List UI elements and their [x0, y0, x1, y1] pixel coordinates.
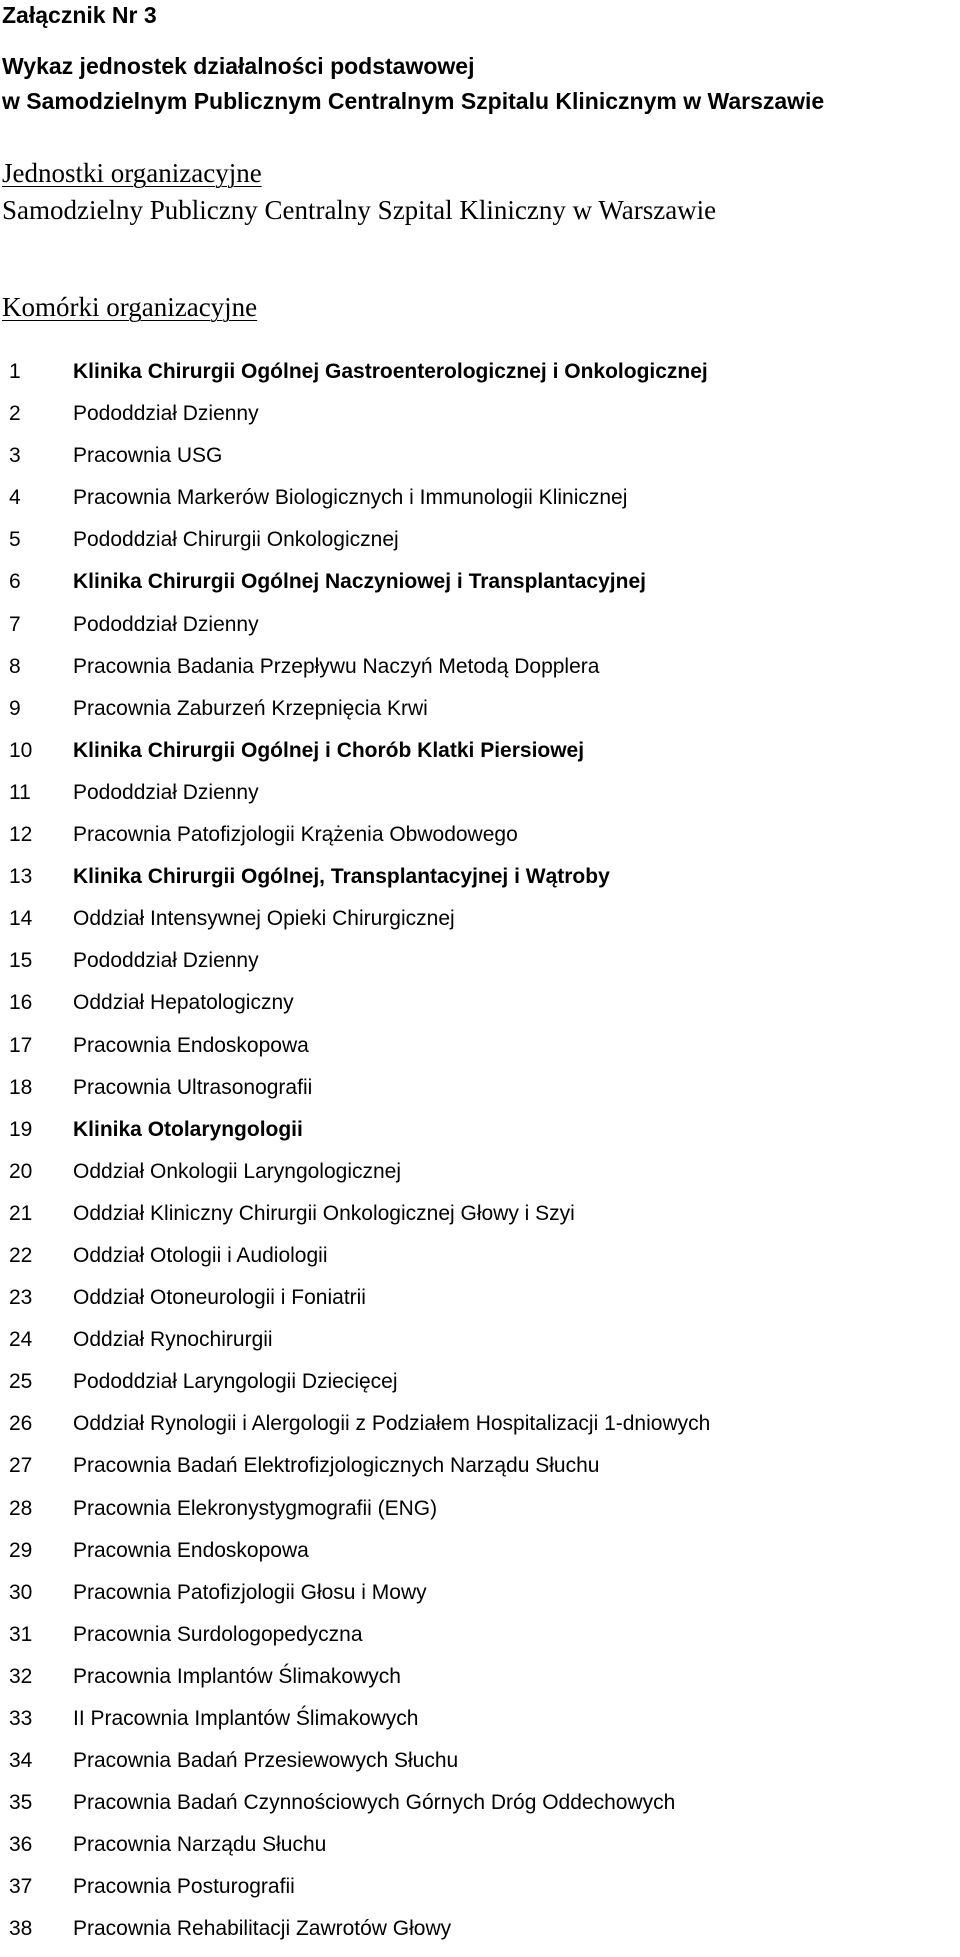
- unit-number: 10: [9, 738, 33, 762]
- unit-row: [0, 1073, 960, 1115]
- unit-name: Pracownia Badań Czynnościowych Górnych Dróg Oddechowych: [73, 1791, 676, 1815]
- unit-name: Oddział Onkologii Laryngologicznej: [73, 1159, 402, 1183]
- unit-name: Oddział Rynologii i Alergologii z Podziałem Hospitalizacji 1-dniowych: [73, 1412, 711, 1436]
- unit-name: Pracownia Zaburzeń Krzepnięcia Krwi: [73, 696, 428, 720]
- unit-row: [0, 1662, 960, 1704]
- unit-row: [0, 1283, 960, 1325]
- unit-name: Oddział Otoneurologii i Foniatrii: [73, 1286, 366, 1310]
- unit-number: 28: [9, 1496, 33, 1520]
- unit-number: 16: [9, 991, 33, 1015]
- unit-row: [0, 652, 960, 694]
- unit-row: [0, 1914, 960, 1956]
- unit-row: [0, 820, 960, 862]
- unit-name: Pracownia Elekronystygmografii (ENG): [73, 1496, 438, 1520]
- unit-row: [0, 1115, 960, 1157]
- unit-row: [0, 1241, 960, 1283]
- unit-row: [0, 1872, 960, 1914]
- unit-row: [0, 1830, 960, 1872]
- unit-name: Pracownia Surdologopedyczna: [73, 1622, 363, 1646]
- unit-row: [0, 946, 960, 988]
- unit-row: [0, 1409, 960, 1451]
- unit-name: Pracownia Rehabilitacji Zawrotów Głowy: [73, 1917, 452, 1941]
- unit-name: Pracownia Patofizjologii Krążenia Obwodowego: [73, 823, 518, 847]
- unit-row: [0, 399, 960, 441]
- unit-number: 8: [9, 654, 21, 678]
- unit-row: [0, 1031, 960, 1073]
- unit-row: [0, 610, 960, 652]
- unit-number: 30: [9, 1580, 33, 1604]
- unit-name: II Pracownia Implantów Ślimakowych: [73, 1707, 419, 1730]
- unit-row: [0, 1157, 960, 1199]
- unit-name: Klinika Chirurgii Ogólnej i Chorób Klatki Piersiowej: [73, 738, 585, 762]
- unit-name: Oddział Kliniczny Chirurgii Onkologicznej Głowy i Szyi: [73, 1201, 575, 1225]
- unit-number: 22: [9, 1243, 33, 1267]
- unit-number: 21: [9, 1201, 33, 1225]
- unit-name: Pododdział Chirurgii Onkologicznej: [73, 528, 399, 552]
- unit-number: 23: [9, 1286, 33, 1310]
- unit-row: [0, 1325, 960, 1367]
- unit-number: 15: [9, 949, 33, 973]
- document-title-line-1: Wykaz jednostek działalności podstawowej: [2, 53, 475, 79]
- unit-number: 35: [9, 1791, 33, 1815]
- unit-name: Oddział Intensywnej Opieki Chirurgicznej: [73, 907, 455, 931]
- unit-row: [0, 567, 960, 609]
- unit-name: Pracownia Endoskopowa: [73, 1538, 309, 1562]
- unit-name: Pracownia Endoskopowa: [73, 1033, 309, 1057]
- unit-row: [0, 1451, 960, 1493]
- unit-name: Pracownia Narządu Słuchu: [73, 1833, 327, 1857]
- unit-row: [0, 694, 960, 736]
- unit-number: 24: [9, 1328, 33, 1352]
- unit-name: Klinika Chirurgii Ogólnej Gastroenterologicznej i Onkologicznej: [73, 360, 708, 383]
- unit-name: Oddział Rynochirurgii: [73, 1328, 273, 1352]
- unit-name: Klinika Otolaryngologii: [73, 1117, 303, 1141]
- unit-name: Pracownia USG: [73, 444, 223, 468]
- unit-number: 26: [9, 1412, 33, 1436]
- unit-row: [0, 1494, 960, 1536]
- unit-row: [0, 483, 960, 525]
- unit-number: 32: [9, 1664, 33, 1688]
- unit-number: 11: [9, 780, 31, 804]
- unit-row: [0, 862, 960, 904]
- units-list: [0, 357, 960, 1957]
- unit-name: Oddział Otologii i Audiologii: [73, 1243, 328, 1267]
- unit-row: [0, 904, 960, 946]
- unit-row: [0, 1578, 960, 1620]
- unit-number: 29: [9, 1538, 33, 1562]
- unit-number: 6: [9, 570, 21, 594]
- unit-number: 25: [9, 1370, 33, 1394]
- unit-number: 9: [9, 696, 21, 720]
- unit-name: Klinika Chirurgii Ogólnej Naczyniowej i Transplantacyjnej: [73, 570, 646, 594]
- hospital-name: Samodzielny Publiczny Centralny Szpital Kliniczny w Warszawie: [2, 195, 717, 225]
- unit-number: 17: [9, 1033, 33, 1057]
- unit-number: 37: [9, 1875, 33, 1899]
- unit-number: 5: [9, 528, 21, 552]
- org-cells-heading: Komórki organizacyjne: [2, 292, 258, 322]
- unit-name: Pracownia Ultrasonografii: [73, 1075, 313, 1099]
- unit-name: Pododdział Dzienny: [73, 949, 259, 973]
- unit-row: [0, 1367, 960, 1409]
- unit-name: Pododdział Dzienny: [73, 780, 259, 804]
- unit-row: [0, 736, 960, 778]
- unit-name: Pracownia Badań Przesiewowych Słuchu: [73, 1749, 459, 1773]
- unit-name: Pracownia Badań Elektrofizjologicznych Narządu Słuchu: [73, 1454, 600, 1478]
- unit-number: 31: [9, 1622, 33, 1646]
- unit-name: Pododdział Dzienny: [73, 402, 259, 426]
- annex-label: Załącznik Nr 3: [2, 2, 157, 28]
- unit-row: [0, 1536, 960, 1578]
- unit-number: 4: [9, 486, 21, 510]
- org-units-heading: Jednostki organizacyjne: [2, 158, 262, 188]
- unit-number: 1: [9, 360, 21, 383]
- unit-row: [0, 988, 960, 1030]
- unit-number: 14: [9, 907, 33, 931]
- unit-row: [0, 357, 960, 399]
- unit-row: [0, 441, 960, 483]
- unit-number: 36: [9, 1833, 33, 1857]
- unit-number: 2: [9, 402, 21, 426]
- unit-number: 33: [9, 1707, 33, 1730]
- unit-name: Pododdział Laryngologii Dziecięcej: [73, 1370, 398, 1394]
- unit-name: Pracownia Patofizjologii Głosu i Mowy: [73, 1580, 427, 1604]
- unit-row: [0, 1788, 960, 1830]
- unit-row: [0, 1199, 960, 1241]
- unit-number: 34: [9, 1749, 33, 1773]
- unit-row: [0, 1746, 960, 1788]
- unit-number: 27: [9, 1454, 33, 1478]
- unit-name: Pracownia Badania Przepływu Naczyń Metodą Dopplera: [73, 654, 600, 678]
- document-title-line-2: w Samodzielnym Publicznym Centralnym Szpitalu Klinicznym w Warszawie: [2, 88, 825, 114]
- unit-name: Klinika Chirurgii Ogólnej, Transplantacyjnej i Wątroby: [73, 865, 610, 889]
- unit-number: 13: [9, 865, 33, 889]
- unit-name: Pracownia Markerów Biologicznych i Immunologii Klinicznej: [73, 486, 628, 510]
- unit-row: [0, 1620, 960, 1662]
- unit-row: [0, 525, 960, 567]
- unit-number: 38: [9, 1917, 33, 1941]
- unit-number: 3: [9, 444, 21, 468]
- unit-name: Pododdział Dzienny: [73, 612, 259, 636]
- unit-name: Pracownia Posturografii: [73, 1875, 295, 1899]
- unit-name: Pracownia Implantów Ślimakowych: [73, 1664, 401, 1688]
- unit-number: 7: [9, 612, 21, 636]
- unit-number: 19: [9, 1117, 33, 1141]
- unit-row: [0, 1704, 960, 1746]
- unit-row: [0, 778, 960, 820]
- unit-number: 12: [9, 823, 33, 847]
- unit-number: 20: [9, 1159, 33, 1183]
- unit-number: 18: [9, 1075, 33, 1099]
- unit-name: Oddział Hepatologiczny: [73, 991, 294, 1015]
